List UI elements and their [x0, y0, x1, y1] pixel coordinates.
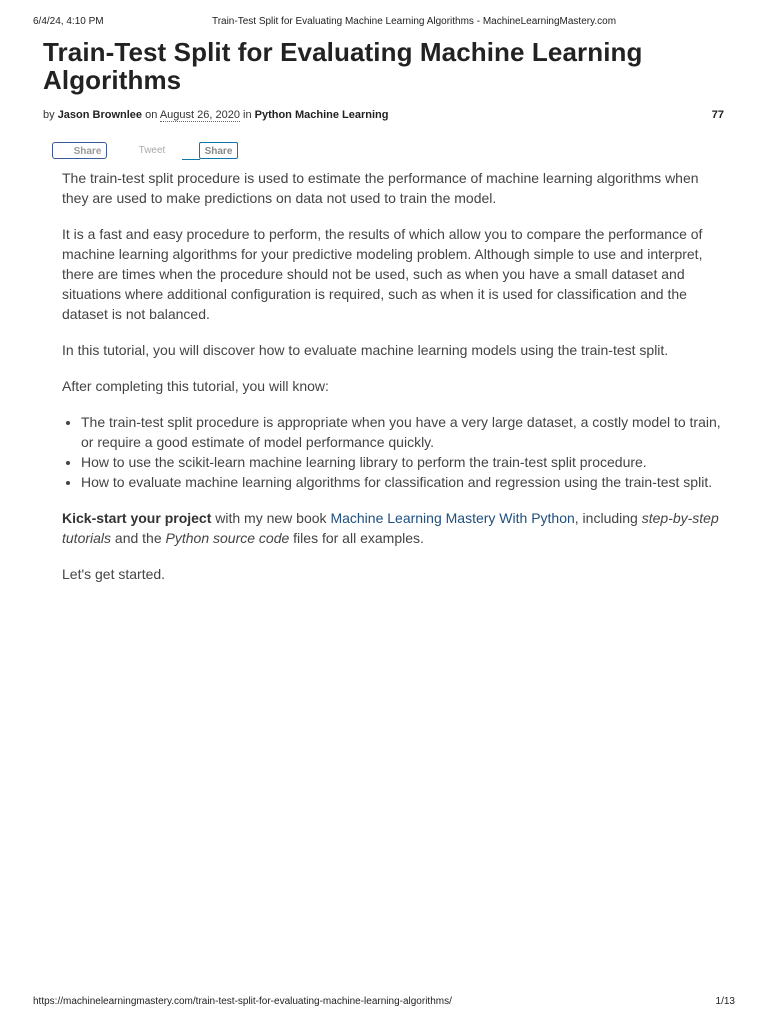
print-doc-title: Train-Test Split for Evaluating Machine Learning Algorithms - MachineLearningMastery.com — [211, 16, 617, 27]
print-footer — [33, 996, 735, 1010]
list-item: • The train-test split procedure is appropriate when you have a very large dataset, a costly model to train, or require a good estimate of model performance quickly. — [81, 412, 722, 452]
category-link[interactable]: Python Machine Learning — [254, 109, 389, 121]
book-link[interactable]: Machine Learning Mastery With Python — [330, 510, 575, 526]
facebook-share-button[interactable] — [52, 142, 107, 159]
article-title: Train-Test Split for Evaluating Machine Learning Algorithms — [43, 37, 643, 95]
list-item: • How to use the scikit-learn machine learning library to perform the train-test split procedure. — [81, 452, 722, 472]
byline — [43, 109, 724, 121]
paragraph-tutorial: In this tutorial, you will discover how to evaluate machine learning models using the train-test split. — [62, 342, 669, 358]
kickstart-text2: , including — [574, 510, 642, 526]
kickstart-text1: with my new book — [211, 510, 331, 526]
author-link[interactable]: Jason Brownlee — [57, 109, 143, 121]
paragraph-kickstart — [62, 508, 722, 548]
paragraph-you-will-know: After completing this tutorial, you will know: — [62, 378, 329, 394]
page-number: 1/13 — [715, 996, 735, 1007]
linkedin-share-label: Share — [204, 146, 233, 157]
print-date: 6/4/24, 4:10 PM — [33, 16, 104, 27]
linkedin-share-button[interactable] — [199, 142, 238, 159]
kickstart-bold: Kick-start your project — [62, 510, 212, 526]
learning-outcomes-list — [62, 412, 722, 492]
kickstart-text4: files for all examples. — [289, 530, 424, 546]
byline-in: in — [243, 109, 252, 121]
list-item: • How to evaluate machine learning algorithms for classification and regression using the train-test split. — [81, 472, 722, 492]
paragraph-closing: Let's get started. — [62, 566, 166, 582]
paragraph-overview: It is a fast and easy procedure to perform, the results of which allow you to compare the performance of machine learning algorithms for your predictive modeling problem. Although simple to use and interpret, there are times when the procedure should not be used, such as when you have a small dataset and situations where additional configuration is required, such as when it is used for classification and the dataset is not balanced. — [62, 226, 703, 322]
paragraph-intro: The train-test split procedure is used to estimate the performance of machine learning algorithms when they are used to make predictions on data not used to train the model. — [62, 170, 699, 206]
share-bar — [52, 142, 252, 162]
byline-by: by — [43, 109, 55, 121]
byline-on: on — [145, 109, 158, 121]
print-url: https://machinelearningmastery.com/train-test-split-for-evaluating-machine-learning-algorithms/ — [33, 996, 452, 1007]
kickstart-em2: Python source code — [165, 530, 290, 546]
kickstart-text3: and the — [111, 530, 166, 546]
comment-count-link[interactable]: 77 — [711, 109, 724, 121]
twitter-tweet-label: Tweet — [138, 145, 166, 156]
print-header — [33, 16, 735, 30]
publish-date: August 26, 2020 — [159, 109, 240, 121]
twitter-tweet-button[interactable] — [132, 142, 172, 159]
facebook-share-label: Share — [73, 146, 102, 157]
article-content — [62, 168, 722, 600]
kickstart-em1: step-by-step tutorials — [62, 510, 719, 546]
linkedin-underline — [182, 159, 200, 160]
